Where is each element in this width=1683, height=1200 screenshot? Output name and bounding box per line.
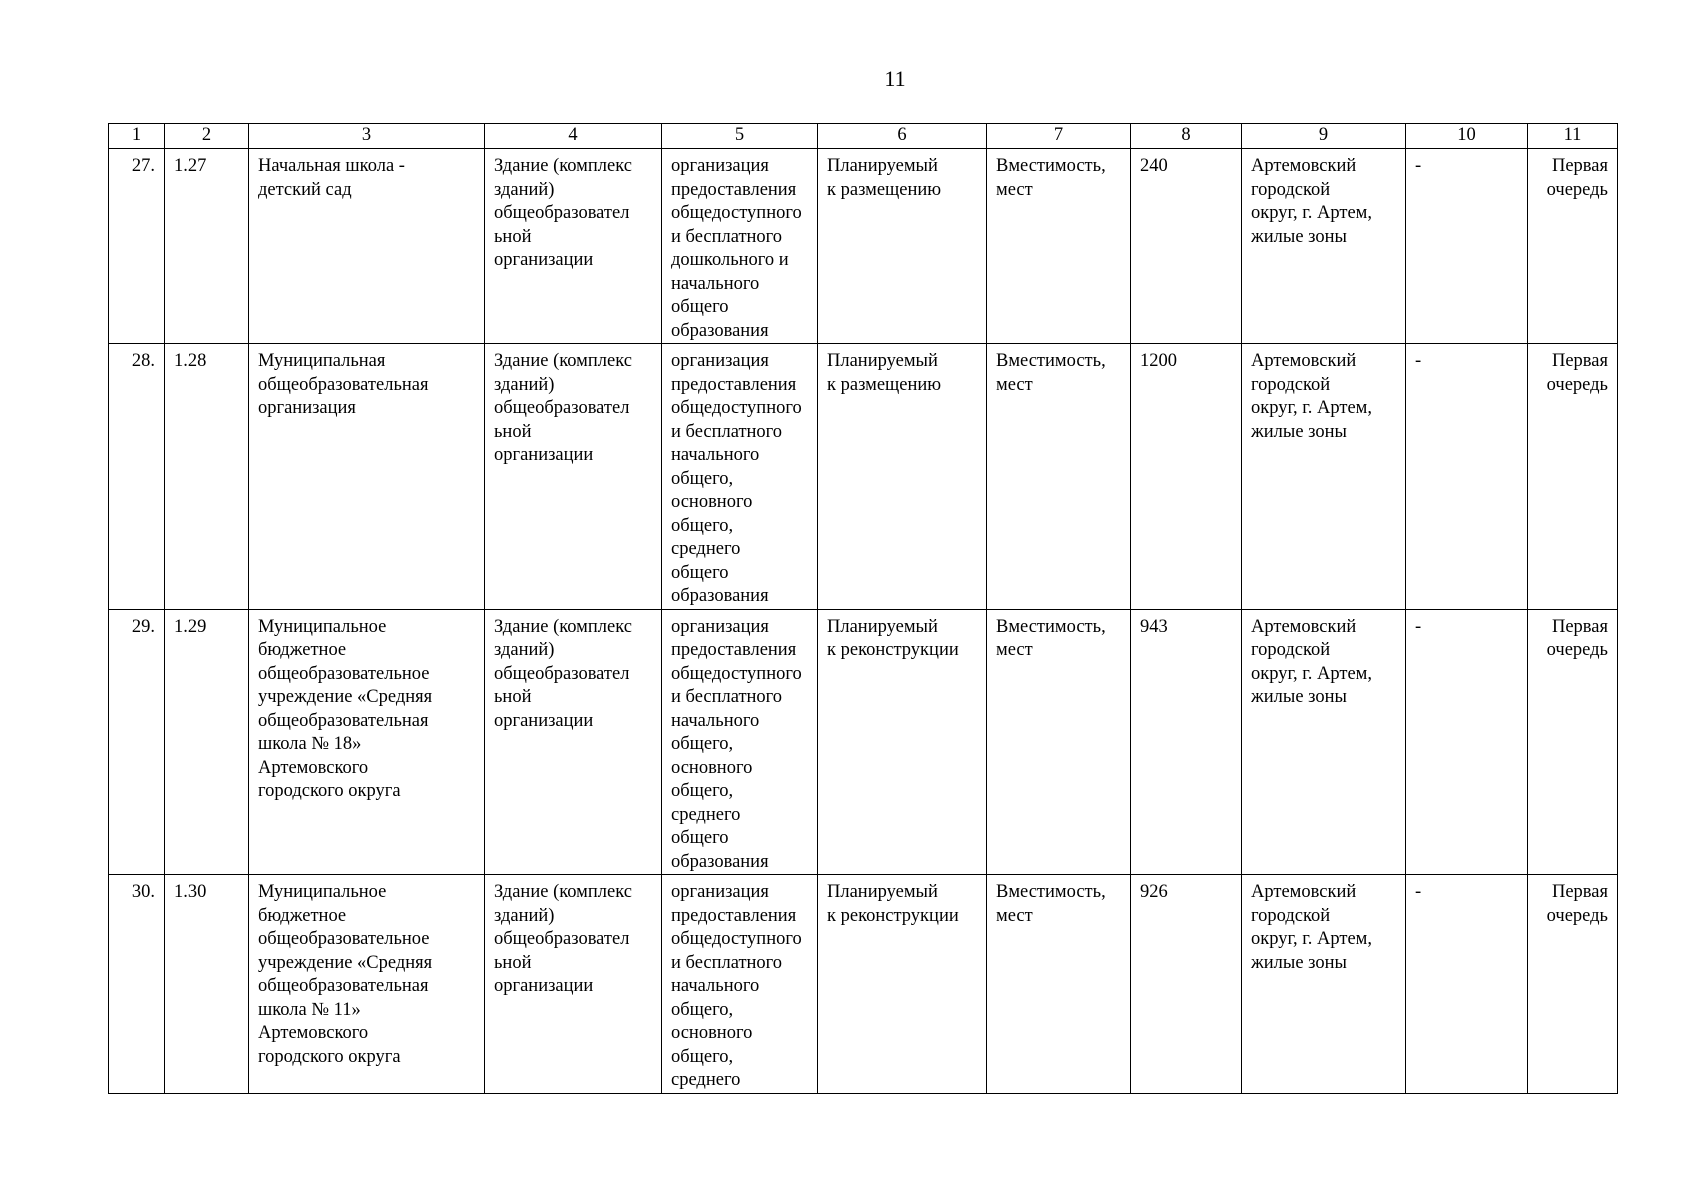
object-location: Артемовский городской округ, г. Артем, жилые зоны xyxy=(1242,149,1406,344)
table-row xyxy=(109,149,1618,344)
column-header: 8 xyxy=(1131,124,1242,149)
object-name: Начальная школа - детский сад xyxy=(249,149,485,344)
column-header: 9 xyxy=(1242,124,1406,149)
row-number: 28. xyxy=(109,344,165,610)
column-header: 11 xyxy=(1528,124,1618,149)
object-characteristic: Вместимость, мест xyxy=(987,149,1131,344)
object-value: 926 xyxy=(1131,875,1242,1094)
object-zone: - xyxy=(1406,875,1528,1094)
object-value: 943 xyxy=(1131,609,1242,875)
object-zone: - xyxy=(1406,149,1528,344)
object-type: Здание (комплекс зданий) общеобразовател ьной организации xyxy=(485,609,662,875)
object-zone: - xyxy=(1406,344,1528,610)
table-row xyxy=(109,875,1618,1094)
object-characteristic: Вместимость, мест xyxy=(987,609,1131,875)
object-characteristic: Вместимость, мест xyxy=(987,875,1131,1094)
column-header: 4 xyxy=(485,124,662,149)
object-characteristic: Вместимость, мест xyxy=(987,344,1131,610)
object-value: 240 xyxy=(1131,149,1242,344)
table-row xyxy=(109,344,1618,610)
object-purpose: организация предоставления общедоступного и бесплатного дошкольного и начального общего образования xyxy=(662,149,818,344)
object-stage: Первая очередь xyxy=(1528,344,1618,610)
column-header: 6 xyxy=(818,124,987,149)
column-header: 3 xyxy=(249,124,485,149)
object-location: Артемовский городской округ, г. Артем, жилые зоны xyxy=(1242,609,1406,875)
column-header: 1 xyxy=(109,124,165,149)
table-row xyxy=(109,609,1618,875)
object-status: Планируемый к размещению xyxy=(818,344,987,610)
object-stage: Первая очередь xyxy=(1528,149,1618,344)
object-location: Артемовский городской округ, г. Артем, жилые зоны xyxy=(1242,875,1406,1094)
row-code: 1.27 xyxy=(165,149,249,344)
object-name: Муниципальное бюджетное общеобразовательное учреждение «Средняя общеобразовательная школа № 11» Артемовского городского округа xyxy=(249,875,485,1094)
object-value: 1200 xyxy=(1131,344,1242,610)
table-header-row xyxy=(109,124,1618,149)
column-header: 10 xyxy=(1406,124,1528,149)
row-code: 1.29 xyxy=(165,609,249,875)
object-zone: - xyxy=(1406,609,1528,875)
object-purpose: организация предоставления общедоступного и бесплатного начального общего, основного общего, среднего общего образования xyxy=(662,609,818,875)
column-header: 7 xyxy=(987,124,1131,149)
row-number: 27. xyxy=(109,149,165,344)
object-stage: Первая очередь xyxy=(1528,875,1618,1094)
row-number: 29. xyxy=(109,609,165,875)
object-stage: Первая очередь xyxy=(1528,609,1618,875)
object-purpose: организация предоставления общедоступного и бесплатного начального общего, основного общего, среднего xyxy=(662,875,818,1094)
column-header: 2 xyxy=(165,124,249,149)
row-number: 30. xyxy=(109,875,165,1094)
column-header: 5 xyxy=(662,124,818,149)
object-status: Планируемый к размещению xyxy=(818,149,987,344)
row-code: 1.28 xyxy=(165,344,249,610)
object-status: Планируемый к реконструкции xyxy=(818,609,987,875)
row-code: 1.30 xyxy=(165,875,249,1094)
object-purpose: организация предоставления общедоступного и бесплатного начального общего, основного общего, среднего общего образования xyxy=(662,344,818,610)
object-name: Муниципальное бюджетное общеобразовательное учреждение «Средняя общеобразовательная школа № 18» Артемовского городского округа xyxy=(249,609,485,875)
object-location: Артемовский городской округ, г. Артем, жилые зоны xyxy=(1242,344,1406,610)
object-type: Здание (комплекс зданий) общеобразовател ьной организации xyxy=(485,149,662,344)
object-type: Здание (комплекс зданий) общеобразовател ьной организации xyxy=(485,344,662,610)
object-type: Здание (комплекс зданий) общеобразовател ьной организации xyxy=(485,875,662,1094)
objects-table xyxy=(108,123,1618,1094)
object-status: Планируемый к реконструкции xyxy=(818,875,987,1094)
page-number: 11 xyxy=(884,66,906,91)
object-name: Муниципальная общеобразовательная организация xyxy=(249,344,485,610)
